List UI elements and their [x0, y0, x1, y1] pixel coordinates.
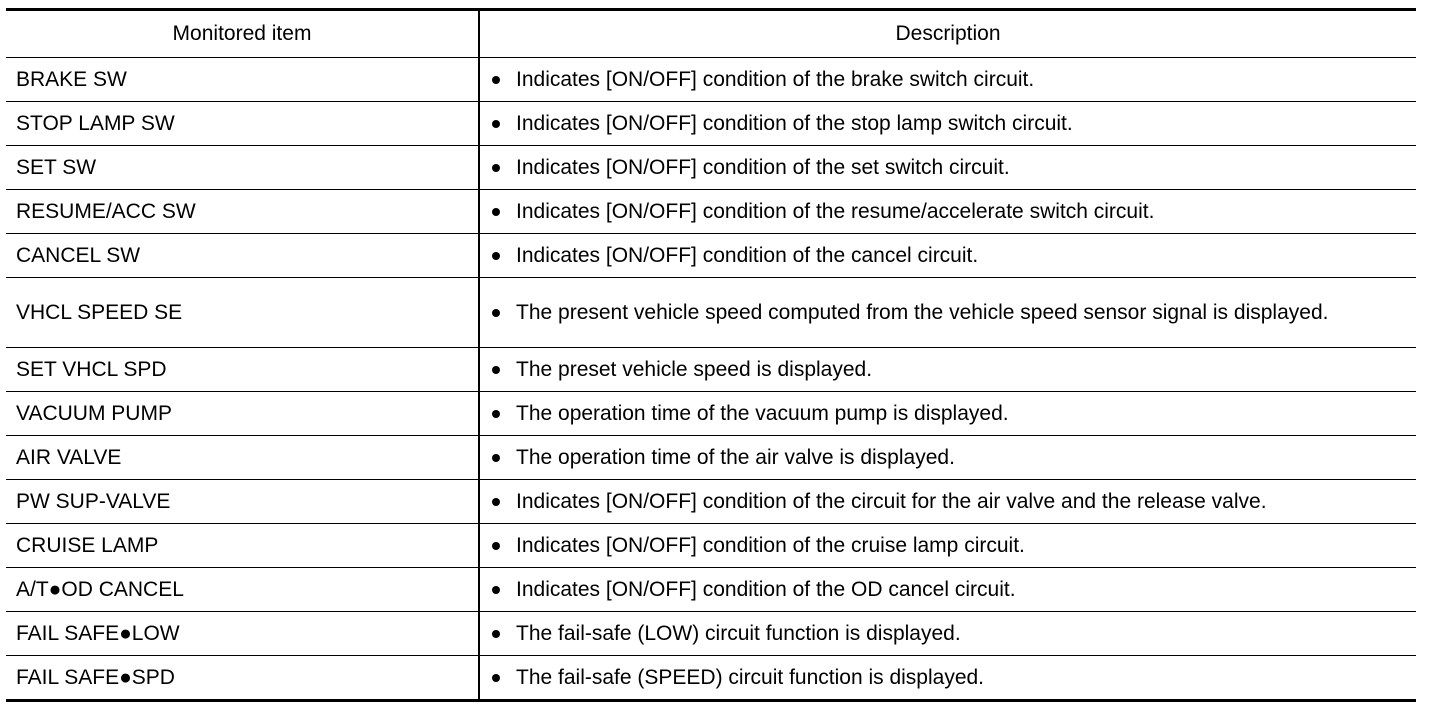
- bullet-item: [492, 240, 978, 272]
- table-row: [6, 347, 1416, 391]
- header-description: Description: [895, 22, 1001, 45]
- table-row: [6, 567, 1416, 611]
- bullet-icon: [492, 76, 500, 84]
- table-row: [6, 523, 1416, 567]
- bullet-item: [492, 574, 1016, 606]
- monitored-item-cell: A/T●OD CANCEL: [6, 568, 480, 611]
- table-row: [6, 655, 1416, 699]
- description-cell: [480, 278, 1416, 347]
- description-text: Indicates [ON/OFF] condition of the stop lamp switch circuit.: [516, 111, 1073, 135]
- description-text: The present vehicle speed computed from the vehicle speed sensor signal is displayed.: [516, 300, 1329, 324]
- bullet-item: [492, 530, 1025, 562]
- description-text: The fail-safe (LOW) circuit function is displayed.: [516, 621, 961, 645]
- description-text: Indicates [ON/OFF] condition of the set switch circuit.: [516, 155, 1010, 179]
- monitored-item-cell: CRUISE LAMP: [6, 524, 480, 567]
- table-row: [6, 58, 1416, 101]
- monitored-item-cell: RESUME/ACC SW: [6, 190, 480, 233]
- bullet-icon: [492, 630, 500, 638]
- monitored-item-cell: AIR VALVE: [6, 436, 480, 479]
- description-cell: [480, 190, 1416, 233]
- bullet-icon: [492, 208, 500, 216]
- header-monitored-item: Monitored item: [6, 11, 480, 57]
- table-row: [6, 101, 1416, 145]
- monitored-item-cell: VACUUM PUMP: [6, 392, 480, 435]
- monitored-item-cell: CANCEL SW: [6, 234, 480, 277]
- description-text: Indicates [ON/OFF] condition of the OD cancel circuit.: [516, 577, 1016, 601]
- description-cell: [480, 58, 1416, 101]
- bullet-item: [492, 442, 955, 474]
- bullet-icon: [492, 674, 500, 682]
- monitored-item-cell: FAIL SAFE●LOW: [6, 612, 480, 655]
- bullet-item: [492, 297, 1346, 329]
- table-row: [6, 391, 1416, 435]
- description-cell: [480, 234, 1416, 277]
- table-row: [6, 479, 1416, 523]
- description-text: Indicates [ON/OFF] condition of the resume/accelerate switch circuit.: [516, 199, 1155, 223]
- description-cell: [480, 392, 1416, 435]
- description-cell: [480, 480, 1416, 523]
- bullet-icon: [492, 366, 500, 374]
- monitored-item-cell: STOP LAMP SW: [6, 102, 480, 145]
- bullet-item: [492, 354, 872, 386]
- table-row: [6, 611, 1416, 655]
- bullet-item: [492, 64, 1034, 96]
- bullet-item: [492, 486, 1267, 518]
- description-text: The preset vehicle speed is displayed.: [516, 357, 873, 381]
- bullet-icon: [492, 410, 500, 418]
- description-cell: [480, 656, 1416, 699]
- bullet-icon: [492, 454, 500, 462]
- description-cell: [480, 436, 1416, 479]
- table-header-row: [6, 11, 1416, 58]
- description-text: Indicates [ON/OFF] condition of the circuit for the air valve and the release valve.: [516, 489, 1267, 513]
- bullet-item: [492, 618, 961, 650]
- description-cell: [480, 524, 1416, 567]
- bullet-item: [492, 196, 1154, 228]
- monitored-item-cell: PW SUP-VALVE: [6, 480, 480, 523]
- bullet-item: [492, 398, 1009, 430]
- monitored-item-cell: FAIL SAFE●SPD: [6, 656, 480, 699]
- description-text: Indicates [ON/OFF] condition of the cancel circuit.: [516, 243, 979, 267]
- description-cell: [480, 568, 1416, 611]
- table-row: [6, 145, 1416, 189]
- monitored-item-cell: SET VHCL SPD: [6, 348, 480, 391]
- bullet-icon: [492, 164, 500, 172]
- description-cell: [480, 146, 1416, 189]
- bullet-icon: [492, 498, 500, 506]
- description-text: Indicates [ON/OFF] condition of the brake switch circuit.: [516, 67, 1035, 91]
- description-cell: [480, 348, 1416, 391]
- bullet-icon: [492, 542, 500, 550]
- bullet-icon: [492, 120, 500, 128]
- bullet-icon: [492, 252, 500, 260]
- monitored-item-cell: BRAKE SW: [6, 58, 480, 101]
- description-text: The operation time of the vacuum pump is displayed.: [516, 401, 1009, 425]
- table-row: [6, 277, 1416, 347]
- table-row: [6, 189, 1416, 233]
- description-text: Indicates [ON/OFF] condition of the cruise lamp circuit.: [516, 533, 1025, 557]
- description-cell: [480, 102, 1416, 145]
- table-row: [6, 233, 1416, 277]
- monitored-item-cell: SET SW: [6, 146, 480, 189]
- bullet-item: [492, 662, 984, 694]
- bullet-item: [492, 152, 1010, 184]
- description-text: The operation time of the air valve is displayed.: [516, 445, 955, 469]
- bullet-item: [492, 108, 1073, 140]
- table-row: [6, 435, 1416, 479]
- bullet-icon: [492, 586, 500, 594]
- monitor-items-table: [6, 8, 1416, 702]
- description-cell: [480, 612, 1416, 655]
- bullet-icon: [492, 309, 500, 317]
- monitored-item-cell: VHCL SPEED SE: [6, 278, 480, 347]
- description-text: The fail-safe (SPEED) circuit function is displayed.: [516, 665, 985, 689]
